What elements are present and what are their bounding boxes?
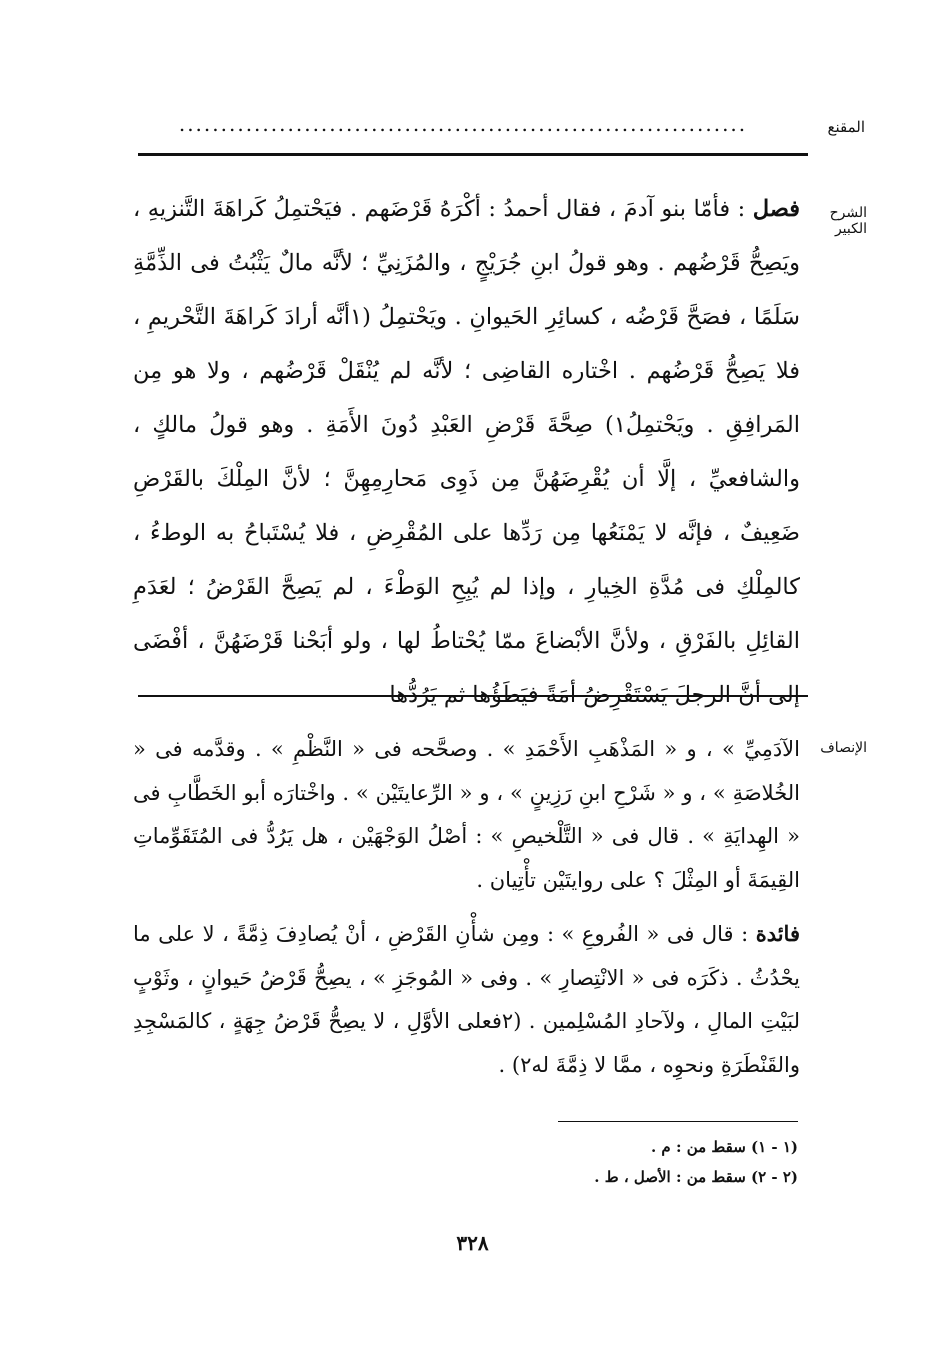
- footnote-divider: [558, 1121, 798, 1122]
- section-divider: [138, 695, 808, 697]
- faida-paragraph: [133, 912, 800, 1087]
- sharh-body: : فأمّا بنو آدمَ ، فقال أحمدُ : أكْرَهُ قَرْضَهم . فيَحْتمِلُ كَراهَةَ التَّنزيهِ ، ويَصِحُّ قَرْضُهم . وهو قولُ ابنِ جُرَيْجٍ ، والمُزَنِيِّ ؛ لأنَّه مالٌ يَثْبُتُ فى الذِّمَّةِ سَلَمًا ، فصَحَّ قَرْضُه ، كسائِرِ الحَيوانِ . ويَحْتمِلُ (١أنَّه أرادَ كَراهَةَ التَّحْريمِ ، فلا يَصِحُّ قَرْضُهم . اخْتاره القاضِى ؛ لأنَّه لم يُنْقَلْ قَرْضُهم ، ولا هو مِن المَرافِقِ . ويَحْتمِلُ١) صِحَّةَ قَرْضِ العَبْدِ دُونَ الأَمَةِ . وهو قولُ مالكٍ ، والشافعيِّ ، إلَّا أن يُقْرِضَهُنَّ مِن ذَوِى مَحارِمِهِنَّ ؛ لأنَّ المِلْكَ بالقَرْضِ ضَعِيفٌ ، فإنَّه لا يَمْنَعُها مِن رَدِّها على المُقْرِضِ ، فلا يُسْتَباحُ به الوطءُ ، كالمِلْكِ فى مُدَّةِ الخِيارِ ، وإذا لم يُبِحِ الوَطْءَ ، لم يَصِحَّ القَرْضُ ؛ لعَدَمِ القائِلِ بالفَرْقِ ، ولأنَّ الأبْضاعَ ممّا يُحْتاطُ لها ، ولو أبَحْنا قَرْضَهُنَّ ، أفْضَى إلى أنَّ الرجلَ يَسْتَقْرِضُ أمَةً فيَطَؤُها ثم يَرُدُّها: [133, 196, 800, 708]
- insaf-paragraph: الآدَمِيِّ » ، و « المَذْهَبِ الأَحْمَدِ » . وصحَّحه فى « النَّظْمِ » . وقدَّمه فى « الخُلاصَةِ » ، و « شَرْحِ ابنِ رَزِينٍ » ، و « الرِّعايتَيْن » . واخْتارَه أبو الخَطَّابِ فى « الهِدايَةِ » . قال فى « التَّلْخيصِ » : أصْلُ الوَجْهَيْن ، هل يَرُدُّ فى المُتَقَوِّماتِ القِيمَةَ أو المِثْلَ ؟ على روايتَيْن تأْتِيان .: [133, 737, 800, 892]
- faida-body: : قال فى « الفُروعِ » : ومِن شأْنِ القَرْضِ ، أنْ يُصادِفَ ذِمَّةً ، لا على ما يحْدُثُ . ذكَرَه فى « الانْتِصارِ » . وفى « المُوجَزِ » ، يصِحُّ قَرْضُ حَيوانٍ ، وثَوْبٍ لبَيْتِ المالِ ، ولآحادِ المُسْلِمين . (٢فعلى الأوَّلِ ، لا يصِحُّ قَرْضُ جِهَةٍ ، كالمَسْجِدِ والقَنْطَرَةِ ونحوِه ، ممَّا لا ذِمَّةَ له٢) .: [133, 922, 801, 1077]
- insaf-section-label: الإنصاف: [820, 740, 867, 756]
- header-divider: [138, 153, 808, 156]
- running-header-title: المقنع: [827, 118, 865, 136]
- sharh-paragraph: [133, 182, 800, 722]
- footnotes: [298, 1132, 798, 1192]
- page-number: ٣٢٨: [456, 1231, 489, 1255]
- faida-lead-word: فائدة: [755, 921, 800, 946]
- sharh-lead-word: فصل: [752, 196, 800, 222]
- faida-text-block: [133, 912, 800, 1087]
- sharh-section-label: الشرح الكبير: [829, 205, 867, 237]
- sharh-text-block: [133, 182, 800, 722]
- footnote-2: (٢ - ٢) سقط من : الأصل ، ط .: [594, 1168, 798, 1186]
- footnote-1: (١ - ١) سقط من : م .: [650, 1138, 798, 1156]
- insaf-text-block: [133, 728, 800, 902]
- running-header-dots: ....................................................................: [178, 112, 748, 136]
